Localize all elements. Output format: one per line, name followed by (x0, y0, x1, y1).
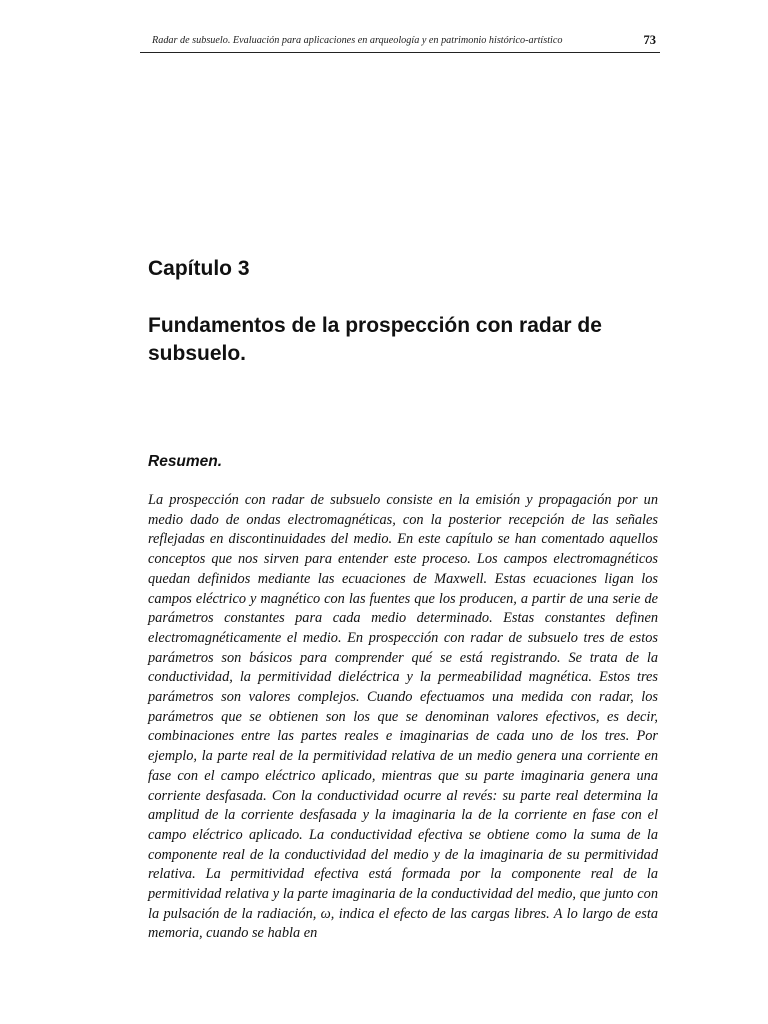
section-heading: Resumen. (148, 453, 223, 470)
chapter-label: Capítulo 3 (148, 257, 250, 280)
running-header-title: Radar de subsuelo. Evaluación para aplicaciones en arqueología y en patrimonio histórico-artístico (152, 35, 563, 46)
page-number: 73 (643, 33, 656, 47)
running-header (140, 33, 660, 49)
header-divider (140, 52, 660, 53)
abstract-paragraph: La prospección con radar de subsuelo consiste en la emisión y propagación por un medio dado de ondas electromagnéticas, con la posterior recepción de las señales reflejadas en discontinuidades del medio. En este capítulo se han comentado aquellos conceptos que nos sirven para entender este proceso. Los campos electromagnéticos quedan definidos mediante las ecuaciones de Maxwell. Estas ecuaciones ligan los campos eléctrico y magnético con las fuentes que los producen, a partir de una serie de parámetros constantes para cada medio determinado. Estas constantes definen electromagnéticamente el medio. En prospección con radar de subsuelo tres de estos parámetros son básicos para comprender qué se está registrando. Se trata de la conductividad, la permitividad dieléctrica y la permeabilidad magnética. Estos tres parámetros son valores complejos. Cuando efectuamos una medida con radar, los parámetros que se obtienen son los que se denominan valores efectivos, es decir, combinaciones entre las partes reales e imaginarias de cada uno de los tres. Por ejemplo, la parte real de la permitividad relativa de un medio genera una corriente en fase con el campo eléctrico aplicado, mientras que su parte imaginaria genera una corriente desfasada. Con la conductividad ocurre al revés: su parte real determina la amplitud de la corriente desfasada y la imaginaria la de la corriente en fase con el campo eléctrico aplicado. La conductividad efectiva se obtiene como la suma de la componente real de la conductividad del medio y de la imaginaria de su permitividad relativa. La permitividad efectiva está formada por la componente real de la permitividad relativa y la parte imaginaria de la conductividad del medio, que junto con la pulsación de la radiación, ω, indica el efecto de las cargas libres. A lo largo de esta memoria, cuando se habla en (148, 492, 658, 942)
chapter-title: Fundamentos de la prospección con radar de subsuelo. (148, 314, 602, 365)
